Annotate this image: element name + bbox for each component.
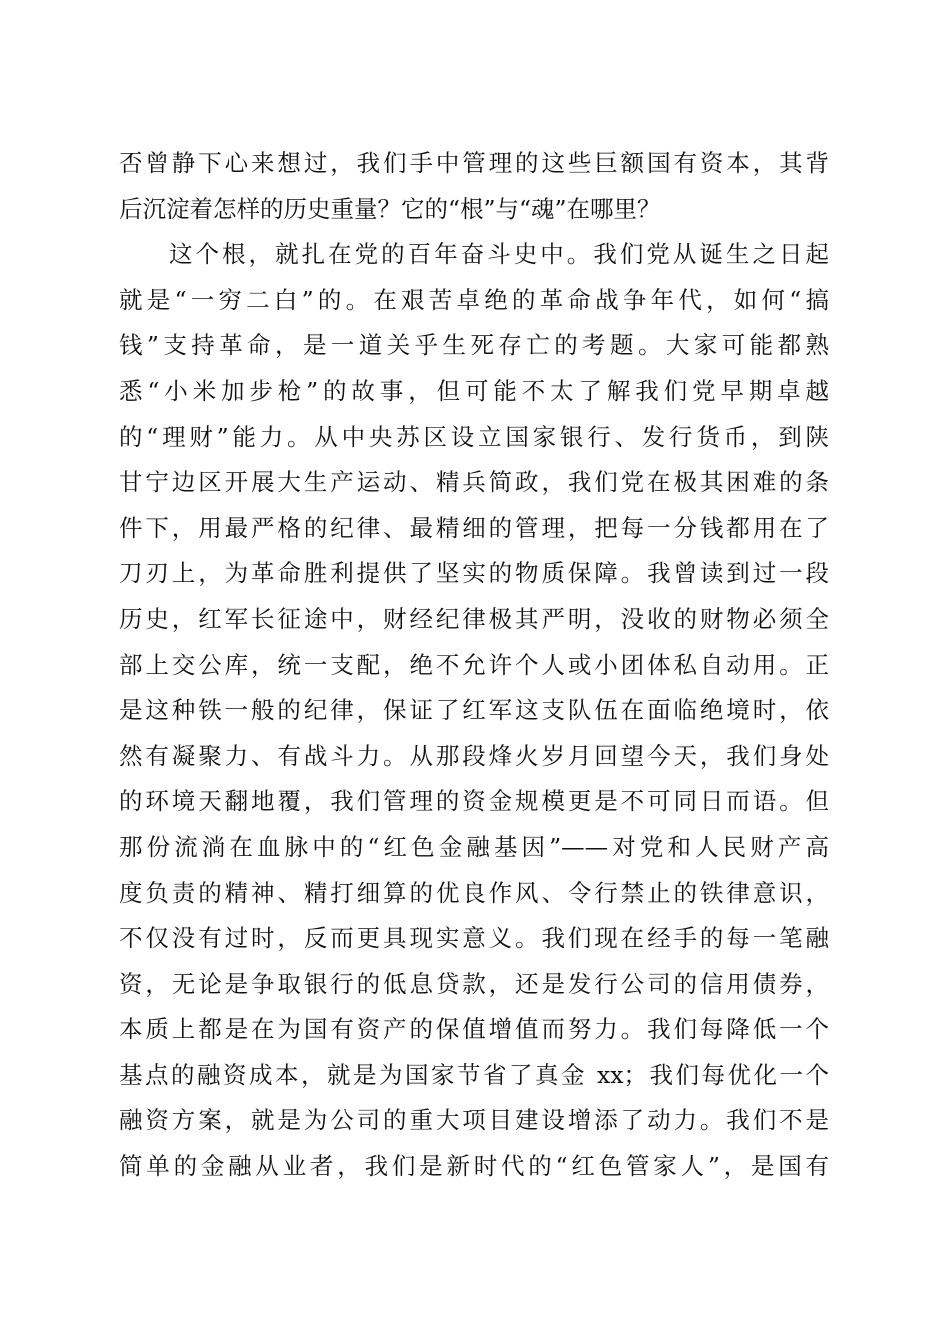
text-line: 件下，用最严格的纪律、最精细的管理，把每一分钱都用在了 xyxy=(119,513,829,542)
text-line: 基点的融资成本，就是为国家节省了真金 xx；我们每优化一个 xyxy=(119,1060,829,1089)
text-line: 简单的金融从业者，我们是新时代的“红色管家人”，是国有 xyxy=(119,1152,829,1181)
text-line: 是这种铁一般的纪律，保证了红军这支队伍在面临绝境时，依 xyxy=(119,696,829,725)
text-line: 资，无论是争取银行的低息贷款，还是发行公司的信用债券， xyxy=(119,969,829,998)
text-line: 部上交公库，统一支配，绝不允许个人或小团体私自动用。正 xyxy=(119,650,829,679)
text-line: 否曾静下心来想过，我们手中管理的这些巨额国有资本，其背 xyxy=(119,149,829,177)
text-line: 历史，红军长征途中，财经纪律极其严明，没收的财物必须全 xyxy=(119,604,829,633)
paragraph-first-line: 这个根，就扎在党的百年奋斗史中。我们党从诞生之日起 xyxy=(169,240,829,269)
text-line: 后沉淀着怎样的历史重量？它的“根”与“魂”在哪里？ xyxy=(119,194,661,223)
text-line: 不仅没有过时，反而更具现实意义。我们现在经手的每一笔融 xyxy=(119,924,829,953)
text-line: 的“理财”能力。从中央苏区设立国家银行、发行货币，到陕 xyxy=(119,422,829,451)
text-line: 就是“一穷二白”的。在艰苦卓绝的革命战争年代，如何“搞 xyxy=(119,285,829,314)
body-text xyxy=(119,141,829,1190)
text-line: 本质上都是在为国有资产的保值增值而努力。我们每降低一个 xyxy=(119,1015,829,1044)
text-line: 钱”支持革命，是一道关乎生死存亡的考题。大家可能都熟 xyxy=(119,331,829,360)
text-line: 融资方案，就是为公司的重大项目建设增添了动力。我们不是 xyxy=(119,1106,829,1135)
text-line: 甘宁边区开展大生产运动、精兵简政，我们党在极其困难的条 xyxy=(119,468,829,497)
text-line: 那份流淌在血脉中的“红色金融基因”——对党和人民财产高 xyxy=(119,832,829,861)
text-line: 刀刃上，为革命胜利提供了坚实的物质保障。我曾读到过一段 xyxy=(119,559,829,588)
text-line: 度负责的精神、精打细算的优良作风、令行禁止的铁律意识， xyxy=(119,878,829,907)
text-line: 然有凝聚力、有战斗力。从那段烽火岁月回望今天，我们身处 xyxy=(119,741,829,770)
text-line: 悉“小米加步枪”的故事，但可能不太了解我们党早期卓越 xyxy=(119,376,829,405)
text-line: 的环境天翻地覆，我们管理的资金规模更是不可同日而语。但 xyxy=(119,787,829,816)
